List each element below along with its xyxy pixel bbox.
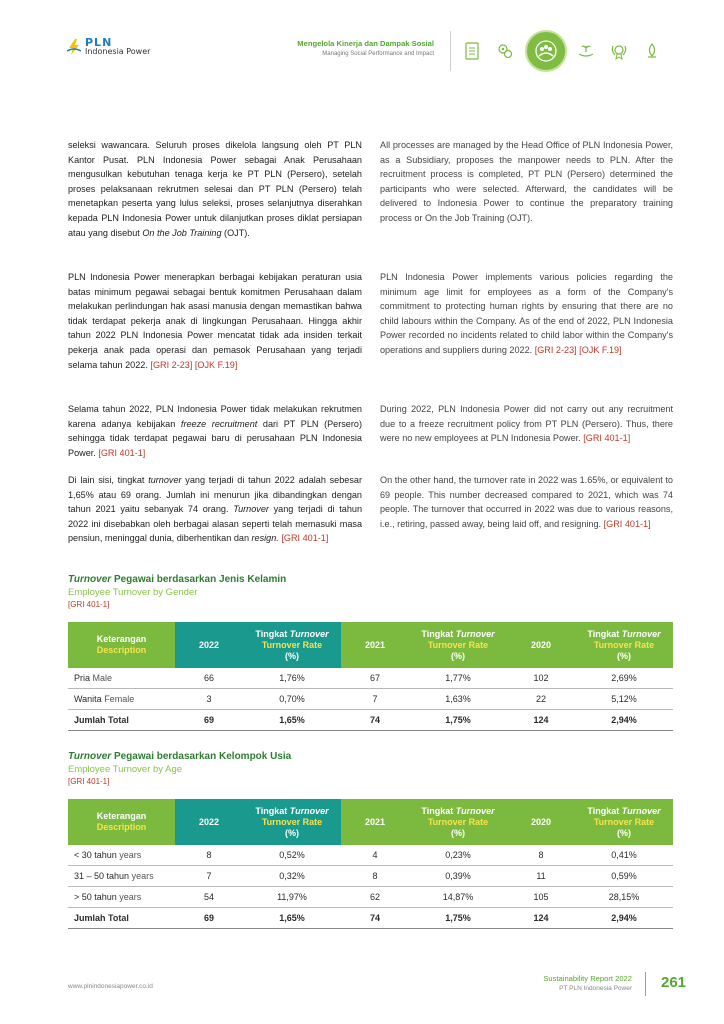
gri-reference: [GRI 401-1] xyxy=(603,518,651,529)
footer-company: PT PLN Indonesia Power xyxy=(559,985,632,992)
cell: 1,65% xyxy=(243,908,341,929)
header-description: Keterangan Description xyxy=(68,622,175,668)
cell: 0,41% xyxy=(575,845,673,866)
cell: 11 xyxy=(507,866,575,887)
cell: 7 xyxy=(175,866,243,887)
chapter-nav-item-active[interactable] xyxy=(525,30,567,72)
cell: 1,65% xyxy=(243,710,341,731)
paragraph-recruitment-id: seleksi wawancara. Seluruh proses dikelola langsung oleh PT PLN Kantor Pusat. PLN Indonesia Power sebagai Anak Perusahaan mengusulkan kebutuhan tenaga kerja ke PT PLN (Persero), setelah proses pelaksanaan rekrutmen selesai dan PT PLN (Persero) telah menetapkan peserta yang lulus seleksi, proses selanjutnya diserahkan kepada PLN Indonesia Power untuk dilanjutkan proses diklat persiapan atau yang disebut On the Job Training (OJT). xyxy=(68,140,362,238)
cell: 124 xyxy=(507,908,575,929)
header-rate: Tingkat Turnover Turnover Rate (%) xyxy=(409,622,507,668)
table-row xyxy=(68,689,673,710)
logo-sub-text: Indonesia Power xyxy=(85,47,151,56)
hand-plant-icon xyxy=(577,42,595,60)
row-label: Pria Male xyxy=(68,668,175,689)
gri-reference: [GRI 401-1] xyxy=(98,447,146,458)
header-description: Keterangan Description xyxy=(68,799,175,845)
cell: 8 xyxy=(175,845,243,866)
table-title-id: Turnover Pegawai berdasarkan Jenis Kelamin xyxy=(68,574,287,585)
cell: 3 xyxy=(175,689,243,710)
gri-reference: [GRI 2-23] [OJK F.19] xyxy=(150,359,238,370)
cell: 4 xyxy=(341,845,409,866)
cell: 8 xyxy=(507,845,575,866)
header-year: 2021 xyxy=(341,799,409,845)
cell: 124 xyxy=(507,710,575,731)
cell: 2,94% xyxy=(575,908,673,929)
header-rate: Tingkat Turnover Turnover Rate (%) xyxy=(243,622,341,668)
cell: 28,15% xyxy=(575,887,673,908)
chapter-nav xyxy=(450,30,672,72)
cell: 8 xyxy=(341,866,409,887)
row-label: Jumlah Total xyxy=(68,908,175,929)
cell: 5,12% xyxy=(575,689,673,710)
cell: 54 xyxy=(175,887,243,908)
people-circle-icon xyxy=(534,39,558,63)
table-title-en: Employee Turnover by Gender xyxy=(68,587,198,598)
logo-pln-text: PLN xyxy=(85,36,113,49)
table-turnover-age xyxy=(68,799,673,929)
header-rate: Tingkat Turnover Turnover Rate (%) xyxy=(575,799,673,845)
header-year: 2020 xyxy=(507,622,575,668)
award-icon xyxy=(610,42,628,60)
cell: 0,52% xyxy=(243,845,341,866)
paragraph-recruitment-en: All processes are managed by the Head Office of PLN Indonesia Power, as a Subsidiary, proposes the manpower needs to PLN. After the recruitment process is completed, PT PLN (Persero) determined the participants who were selected. Afterward, the candidates will be delivered to Indonesia Power to continue the preparatory training process or On the Job Training (OJT). xyxy=(380,140,673,223)
cell: 0,23% xyxy=(409,845,507,866)
table-total-row xyxy=(68,710,673,731)
gri-reference: [GRI 401-1] xyxy=(68,777,110,786)
document-icon xyxy=(463,42,481,60)
gri-reference: [GRI 2-23] [OJK F.19] xyxy=(534,344,622,355)
footer-url[interactable]: www.plnindonesiapower.co.id xyxy=(68,983,153,990)
header-year: 2020 xyxy=(507,799,575,845)
paragraph-turnover-id: Di lain sisi, tingkat turnover yang terjadi di tahun 2022 adalah sebesar 1,65% atau 69 orang. Jumlah ini menurun jika dibandingkan dengan tahun 2021 yaitu sebanyak 74 orang. Turnover yang terjadi di tahun 2022 ini disebabkan oleh berbagai alasan seperti telah memasuki masa pensiun, meninggal dunia, diberhentikan dan resign. [GRI 401-1] xyxy=(68,475,362,544)
paragraph-freeze-id: Selama tahun 2022, PLN Indonesia Power tidak melakukan rekrutmen karena adanya kebijakan freeze recruitment dari PT PLN (Persero) sehingga tidak terdapat pegawai baru di perusahaan PLN Indonesia Power. [GRI 401-1] xyxy=(68,404,362,458)
gri-reference: [GRI 401-1] xyxy=(68,600,110,609)
cell: 62 xyxy=(341,887,409,908)
row-label: < 30 tahun years xyxy=(68,845,175,866)
cell: 11,97% xyxy=(243,887,341,908)
cell: 74 xyxy=(341,710,409,731)
table-gender-title xyxy=(68,574,286,609)
table-row xyxy=(68,887,673,908)
cell: 22 xyxy=(507,689,575,710)
section-title-id: Mengelola Kinerja dan Dampak Sosial xyxy=(297,39,434,48)
cell: 1,77% xyxy=(409,668,507,689)
table-header-row xyxy=(68,799,673,845)
cell: 74 xyxy=(341,908,409,929)
paragraph-turnover-en: On the other hand, the turnover rate in 2022 was 1.65%, or equivalent to 69 people. This number decreased compared to 2021, which was 74 people. The turnover that occurred in 2022 was due to various reasons, i.e., retiring, passed away, being laid off, and resigning. [GRI 401-1] xyxy=(380,475,673,529)
paragraph-child-labor-en: PLN Indonesia Power implements various policies regarding the minimum age limit for employees as a form of the Company's commitment to protecting human rights by ensuring that there are no child labours within the Company. As of the end of 2022, PLN Indonesia Power recorded no incidents related to child labor within the Company's operations and suppliers during 2022. [GRI 2-23] [OJK F.19] xyxy=(380,272,673,355)
cell: 105 xyxy=(507,887,575,908)
cell: 7 xyxy=(341,689,409,710)
page-number: 261 xyxy=(661,974,687,991)
header-rate: Tingkat Turnover Turnover Rate (%) xyxy=(243,799,341,845)
cell: 66 xyxy=(175,668,243,689)
cell: 0,59% xyxy=(575,866,673,887)
gri-reference: [GRI 401-1] xyxy=(278,533,329,544)
cell: 69 xyxy=(175,908,243,929)
cell: 1,63% xyxy=(409,689,507,710)
cell: 69 xyxy=(175,710,243,731)
cell: 67 xyxy=(341,668,409,689)
chapter-nav-item[interactable] xyxy=(459,38,485,64)
section-title-en: Managing Social Performance and Impact xyxy=(322,51,434,57)
section-title xyxy=(297,39,434,57)
cell: 2,69% xyxy=(575,668,673,689)
row-label: Jumlah Total xyxy=(68,710,175,731)
cell: 0,70% xyxy=(243,689,341,710)
table-row xyxy=(68,845,673,866)
footer-report xyxy=(543,974,632,992)
header-rate: Tingkat Turnover Turnover Rate (%) xyxy=(575,622,673,668)
header-year: 2021 xyxy=(341,622,409,668)
table-total-row xyxy=(68,908,673,929)
chapter-nav-item[interactable] xyxy=(573,38,599,64)
footer-divider xyxy=(645,972,646,996)
table-row xyxy=(68,668,673,689)
cell: 2,94% xyxy=(575,710,673,731)
row-label: Wanita Female xyxy=(68,689,175,710)
cell: 1,75% xyxy=(409,908,507,929)
cell: 0,32% xyxy=(243,866,341,887)
chapter-nav-item[interactable] xyxy=(639,38,665,64)
cell: 1,76% xyxy=(243,668,341,689)
row-label: 31 – 50 tahun years xyxy=(68,866,175,887)
chapter-nav-item[interactable] xyxy=(606,38,632,64)
header-rate: Tingkat Turnover Turnover Rate (%) xyxy=(409,799,507,845)
header-divider xyxy=(450,31,451,71)
cell: 14,87% xyxy=(409,887,507,908)
footer-report-title: Sustainability Report 2022 xyxy=(543,974,632,983)
table-row xyxy=(68,866,673,887)
cell: 0,39% xyxy=(409,866,507,887)
header-year: 2022 xyxy=(175,622,243,668)
cell: 1,75% xyxy=(409,710,507,731)
gear-cluster-icon xyxy=(496,42,514,60)
row-label: > 50 tahun years xyxy=(68,887,175,908)
cell: 102 xyxy=(507,668,575,689)
company-logo xyxy=(67,38,150,56)
gri-reference: [GRI 401-1] xyxy=(583,433,631,444)
leaf-drop-icon xyxy=(643,42,661,60)
paragraph-child-labor-id: PLN Indonesia Power menerapkan berbagai kebijakan peraturan usia batas minimum pegawai sebagai bentuk komitmen Perusahaan dalam melakukan perlindungan hak asasi manusia dengan memastikan bahwa tidak terdapat pekerja anak di lingkungan Perusahaan. Hingga akhir tahun 2022 PLN Indonesia Power mencatat tidak ada insiden terkait pekerja anak pada operasi dan pemasok Perusahaan yang terjadi selama tahun 2022. [GRI 2-23] [OJK F.19] xyxy=(68,272,362,370)
table-title-en: Employee Turnover by Age xyxy=(68,764,183,775)
table-turnover-gender xyxy=(68,622,673,731)
lightning-logo-icon xyxy=(67,39,81,55)
chapter-nav-item[interactable] xyxy=(492,38,518,64)
paragraph-freeze-en: During 2022, PLN Indonesia Power did not carry out any recruitment due to a freeze recruitment policy from PT PLN (Persero). Thus, there were no new employees at PLN Indonesia Power. [GRI 401-1] xyxy=(380,404,673,444)
table-age-title xyxy=(68,751,291,786)
header-year: 2022 xyxy=(175,799,243,845)
table-header-row xyxy=(68,622,673,668)
table-title-id: Turnover Pegawai berdasarkan Kelompok Usia xyxy=(68,751,292,762)
